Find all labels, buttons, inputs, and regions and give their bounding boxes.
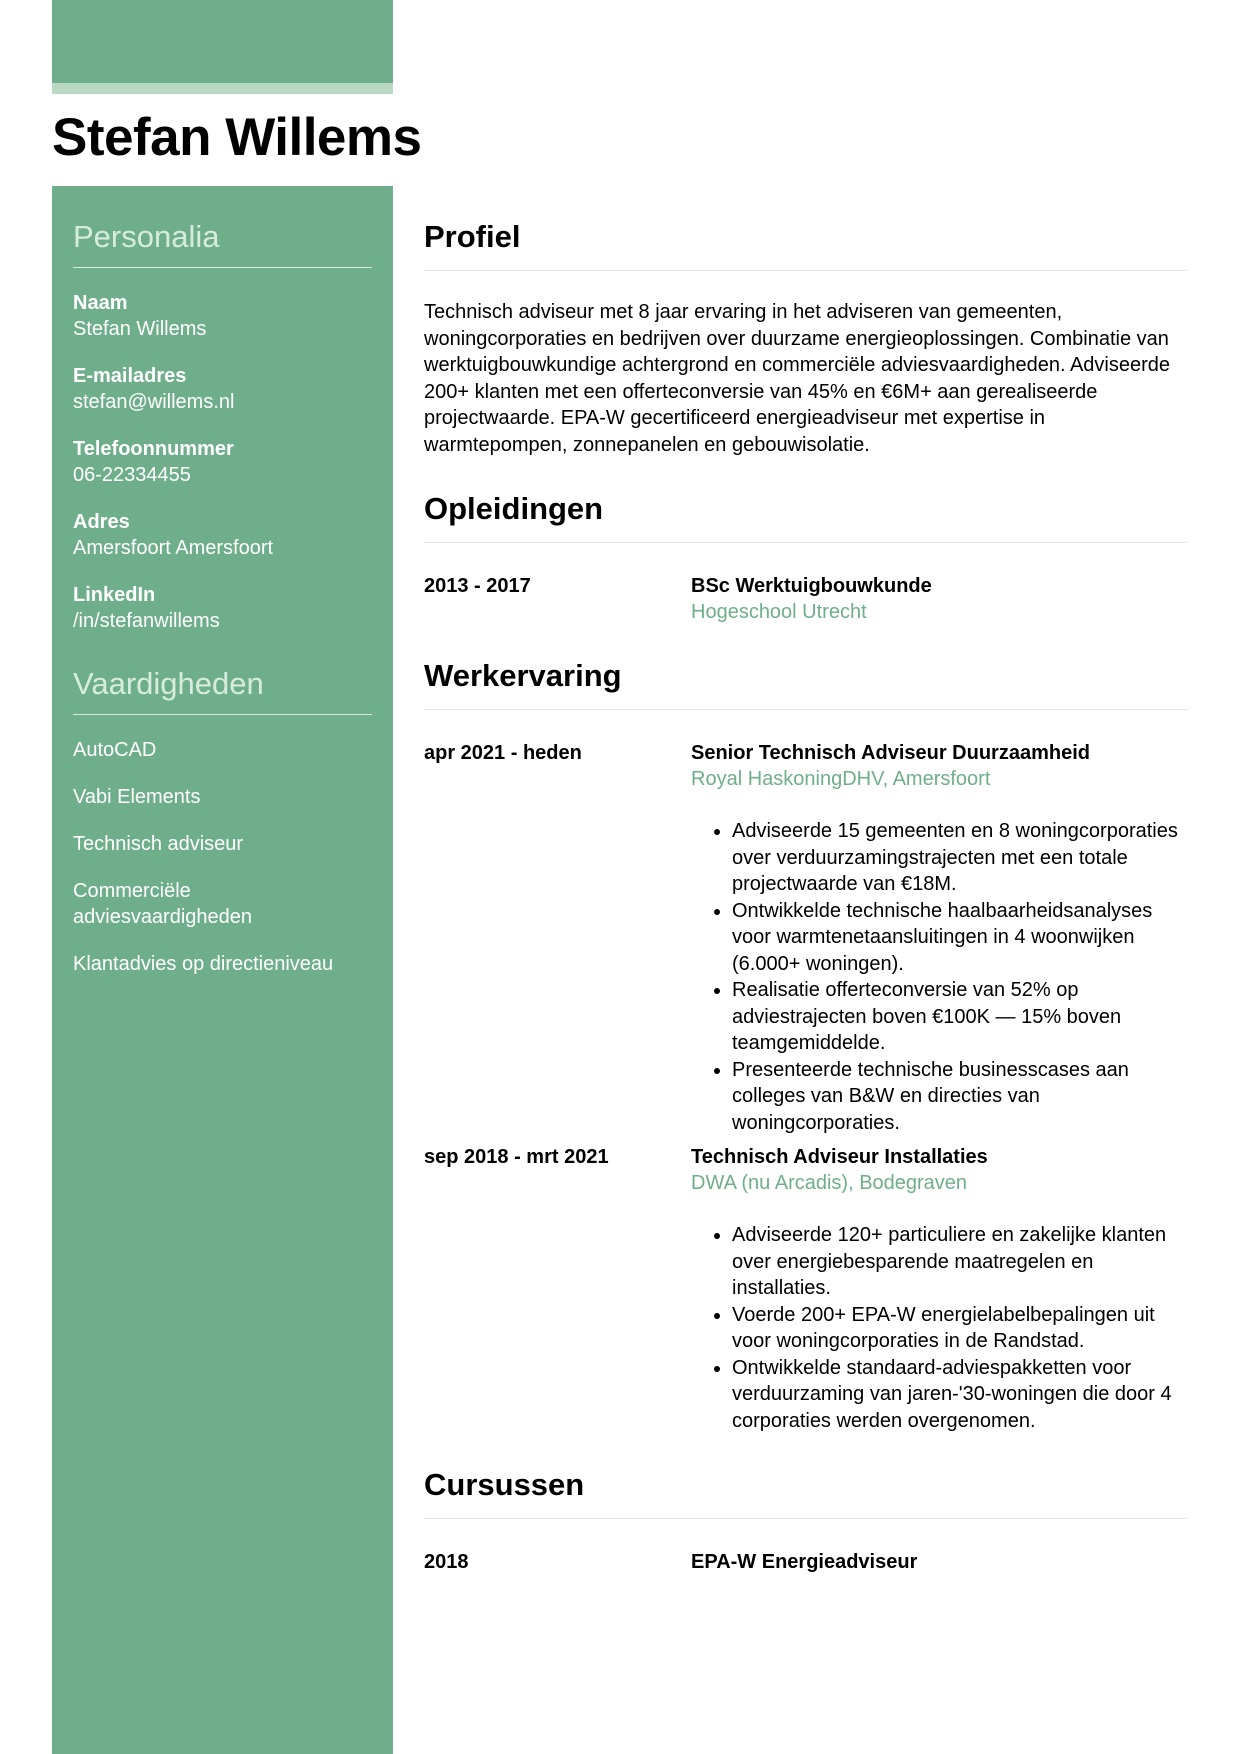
skills-heading: Vaardigheden	[73, 666, 372, 715]
skill-item: Technisch adviseur	[73, 833, 244, 855]
linkedin-link[interactable]: /in/stefanwillems	[73, 610, 220, 632]
skill-item: Commerciële adviesvaardigheden	[73, 880, 253, 928]
candidate-name: Stefan Willems	[52, 108, 422, 167]
achievement-item: • Presenteerde technische businesscases aan colleges van B&W en directies van woningcorporaties.	[732, 1057, 1188, 1137]
profile-text: Technisch adviseur met 8 jaar ervaring in het adviseren van gemeenten, woningcorporaties en bedrijven over duurzame energieoplossingen. Combinatie van werktuigbouwkundige achtergrond en commerciële adviesvaardigheden. Adviseerde 200+ klanten met een offerteconversie van 45% en €6M+ aan gerealiseerde projectwaarde. EPA-W gecertificeerd energieadviseur met expertise in warmtepompen, zonnepanelen en gebouwisolatie.	[424, 301, 1171, 456]
header-accent-block	[52, 0, 393, 83]
info-item-email	[73, 363, 372, 415]
info-label: Telefoonnummer	[73, 438, 234, 460]
info-item-telefoon	[73, 436, 372, 488]
skill-item: AutoCAD	[73, 739, 157, 761]
skills-list	[73, 737, 372, 977]
info-label: Naam	[73, 292, 128, 314]
profile-heading: Profiel	[424, 218, 1188, 271]
entry-org: DWA (nu Arcadis), Bodegraven	[691, 1172, 968, 1194]
entry-title: EPA-W Energieadviseur	[691, 1551, 918, 1573]
phone-value: 06-22334455	[73, 464, 191, 486]
course-entry	[424, 1549, 1188, 1575]
main-content	[424, 186, 1188, 1575]
entry-date: apr 2021 - heden	[424, 742, 582, 764]
skill-item: Vabi Elements	[73, 786, 201, 808]
entry-date: sep 2018 - mrt 2021	[424, 1146, 609, 1168]
info-item-linkedin	[73, 582, 372, 634]
info-value: Stefan Willems	[73, 318, 207, 340]
education-entry	[424, 573, 1188, 625]
header-accent-stripe	[52, 83, 393, 94]
entry-org: Royal HaskoningDHV, Amersfoort	[691, 768, 991, 790]
sidebar	[52, 186, 393, 1754]
skill-item: Klantadvies op directieniveau	[73, 953, 334, 975]
info-item-naam	[73, 290, 372, 342]
achievement-item: • Voerde 200+ EPA-W energielabelbepalingen uit voor woningcorporaties in de Randstad.	[732, 1302, 1188, 1355]
entry-body	[691, 740, 1188, 1136]
experience-heading: Werkervaring	[424, 657, 1188, 710]
entry-date: 2018	[424, 1551, 469, 1573]
achievement-list	[691, 1222, 1188, 1434]
personalia-heading: Personalia	[73, 219, 372, 268]
education-heading: Opleidingen	[424, 490, 1188, 543]
entry-title: BSc Werktuigbouwkunde	[691, 575, 932, 597]
personalia-list	[73, 290, 372, 634]
achievement-list	[691, 818, 1188, 1136]
entry-body	[691, 1549, 1188, 1575]
entry-title: Technisch Adviseur Installaties	[691, 1146, 988, 1168]
achievement-item: • Realisatie offerteconversie van 52% op adviestrajecten boven €100K — 15% boven teamgemiddelde.	[732, 977, 1188, 1057]
entry-date: 2013 - 2017	[424, 575, 531, 597]
info-label: E-mailadres	[73, 365, 187, 387]
achievement-item: • Ontwikkelde technische haalbaarheidsanalyses voor warmtenetaansluitingen in 4 woonwijken (6.000+ woningen).	[732, 898, 1188, 978]
entry-org: Hogeschool Utrecht	[691, 601, 867, 623]
info-label: Adres	[73, 511, 130, 533]
entry-body	[691, 1144, 1188, 1434]
achievement-item: • Adviseerde 120+ particuliere en zakelijke klanten over energiebesparende maatregelen en installaties.	[732, 1222, 1188, 1302]
entry-body	[691, 573, 1188, 625]
info-label: LinkedIn	[73, 584, 156, 606]
experience-entry	[424, 740, 1188, 1136]
entry-title: Senior Technisch Adviseur Duurzaamheid	[691, 742, 1090, 764]
email-value[interactable]: stefan@willems.nl	[73, 391, 235, 413]
achievement-item: • Ontwikkelde standaard-adviespakketten voor verduurzaming van jaren-'30-woningen die door 4 corporaties werden overgenomen.	[732, 1355, 1188, 1435]
info-item-adres	[73, 509, 372, 561]
achievement-item: • Adviseerde 15 gemeenten en 8 woningcorporaties over verduurzamingstrajecten met een totale projectwaarde van €18M.	[732, 818, 1188, 898]
experience-entry	[424, 1144, 1188, 1434]
courses-heading: Cursussen	[424, 1466, 1188, 1519]
address-value: Amersfoort Amersfoort	[73, 537, 274, 559]
